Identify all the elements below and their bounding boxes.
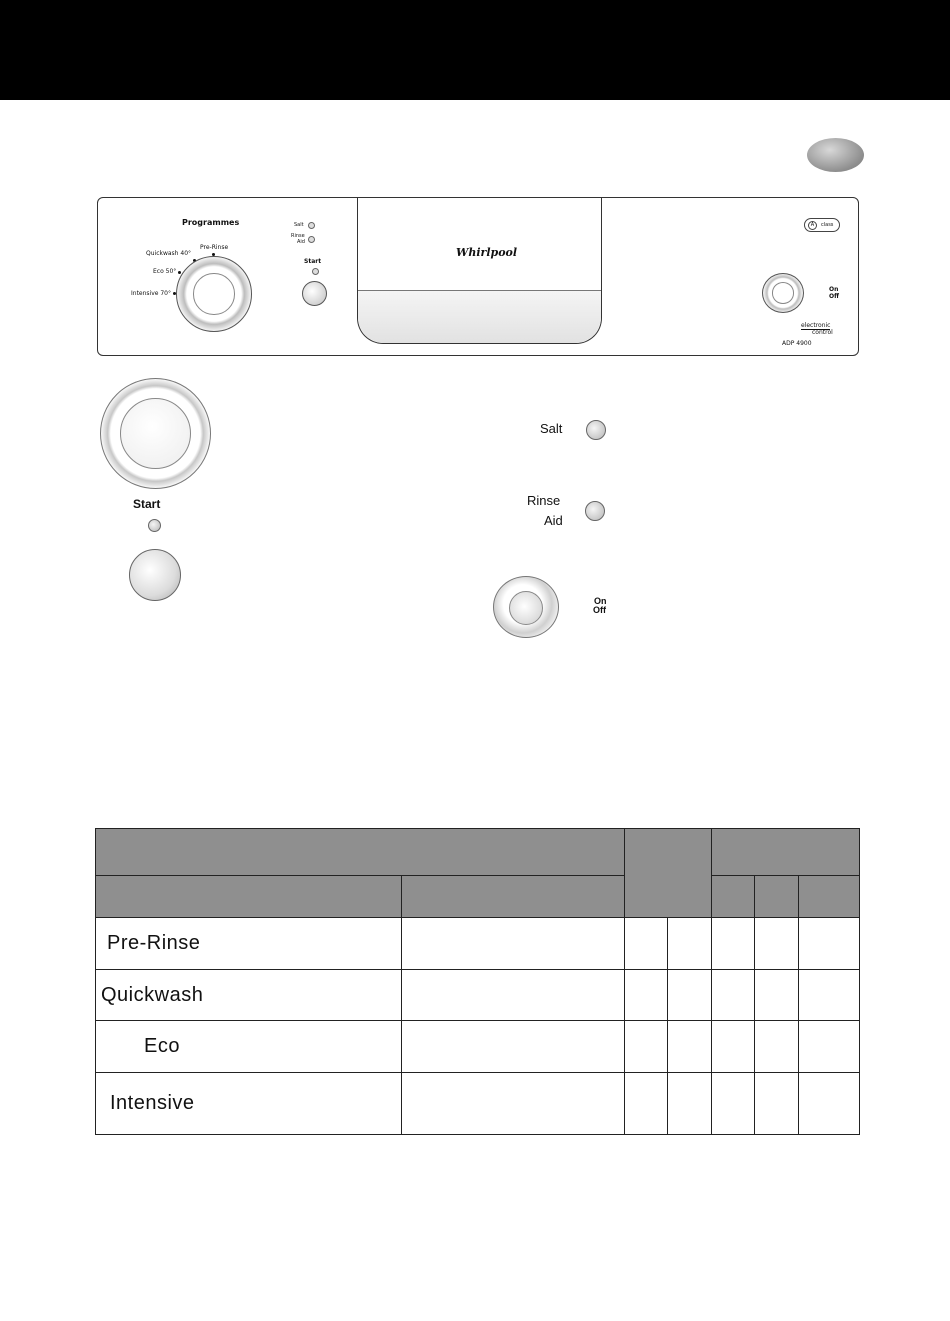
row-label-prerinse: Pre-Rinse [107,932,201,954]
prerinse-label: Pre-Rinse [200,244,229,251]
start-button-small [302,281,327,306]
table-subheader-description [401,876,625,918]
eco-label: Eco 50° [153,268,177,275]
control-panel-illustration [97,197,859,356]
rinse-label: Rinse [527,493,561,508]
table-row [96,1073,860,1135]
table-row [96,918,860,970]
programme-knob [100,378,211,489]
table-subheader-col-c [799,876,860,918]
on-label-small: On [829,286,839,293]
start-led-small [312,268,319,275]
intensive-label: Intensive 70° [131,290,171,297]
salt-led [586,420,606,440]
onoff-knob-small [762,273,804,313]
table-subheader-col-a [712,876,755,918]
rinse-label-small: Rinse [291,233,305,239]
electronic-label: electronic [801,322,831,329]
model-label: ADP 4900 [782,340,812,347]
class-letter: A [808,221,817,230]
aid-label-small: Aid [297,239,305,245]
programmes-title: Programmes [182,218,240,227]
programme-table [95,828,860,1135]
energy-class-badge [804,218,840,232]
onoff-knob [493,576,559,638]
start-label: Start [133,497,161,511]
control-label: control [812,329,833,336]
row-label-quickwash: Quickwash [101,983,204,1006]
table-header-group-2 [712,829,860,876]
rinse-aid-led [585,501,605,521]
on-label: On [594,596,607,606]
language-tab-badge [807,138,864,172]
top-black-bar [0,0,950,100]
rinse-led-small [308,236,315,243]
off-label-small: Off [829,293,839,300]
start-label-small: Start [304,258,322,265]
aid-label: Aid [544,513,563,528]
quickwash-label: Quickwash 40° [146,250,192,257]
salt-led-small [308,222,315,229]
row-label-intensive: Intensive [110,1092,195,1114]
table-subheader-name [96,876,402,918]
start-button [129,549,181,601]
door-handle-grip [358,290,601,343]
table-row [96,1021,860,1073]
door-handle-recess [357,198,602,344]
table-row [96,970,860,1021]
start-led [148,519,161,532]
salt-label-small: Salt [294,222,304,228]
table-header-programme [96,829,625,876]
programme-knob-small [176,256,252,332]
row-label-eco: Eco [144,1035,180,1057]
table-subheader-col-b [755,876,799,918]
class-word: class [821,222,834,228]
salt-label: Salt [540,421,563,436]
off-label: Off [593,605,606,615]
table-header-group-1 [625,829,712,918]
brand-logo: Whirlpool [456,246,518,259]
